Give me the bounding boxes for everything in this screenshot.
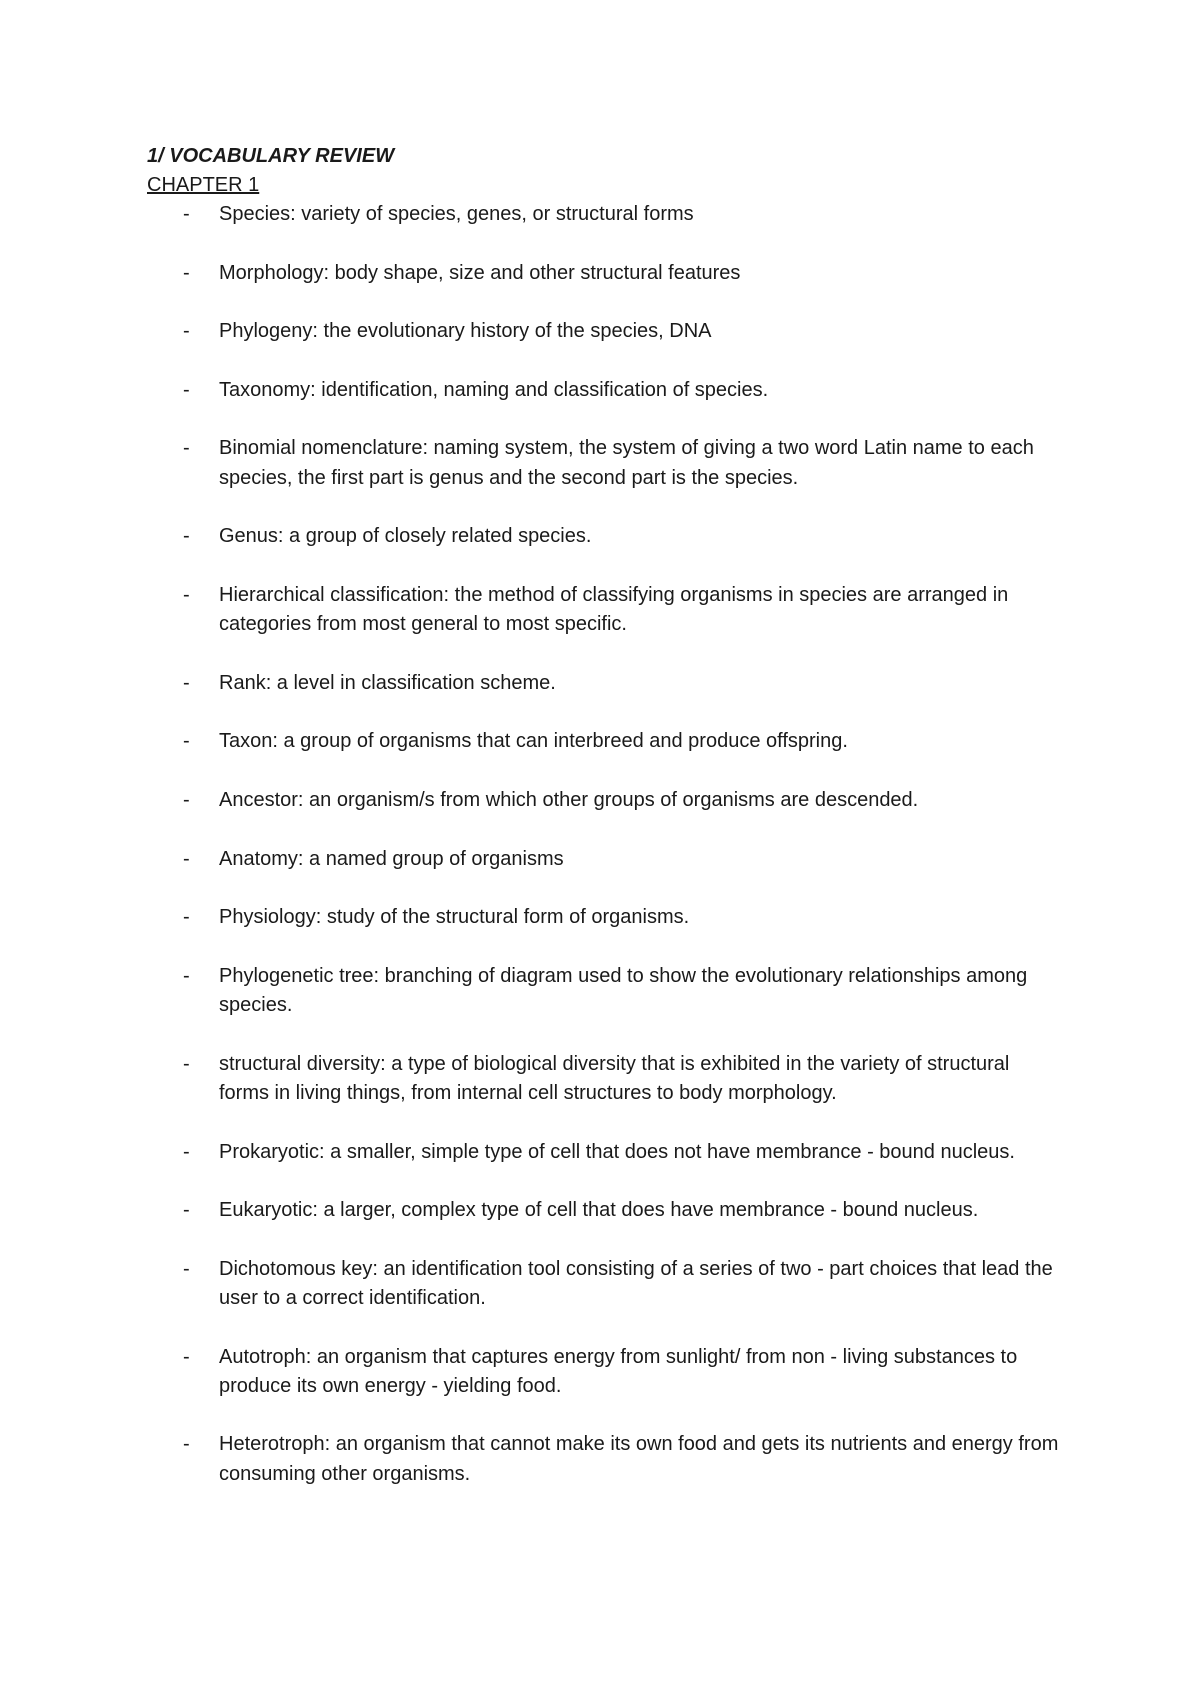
list-item	[147, 259, 1067, 288]
vocabulary-list	[147, 200, 1067, 1489]
list-item	[147, 727, 1067, 756]
definition-text: Phylogenetic tree: branching of diagram used to show the evolutionary relationships among species.	[219, 964, 1028, 1017]
list-item	[147, 434, 1067, 493]
document-content	[147, 142, 1067, 1518]
bullet-dash: -	[183, 964, 190, 987]
definition-text: Anatomy: a named group of organisms	[219, 847, 564, 870]
bullet-dash: -	[183, 437, 190, 460]
definition-text: structural diversity: a type of biological diversity that is exhibited in the variety of structural forms in living things, from internal cell structures to body morphology.	[219, 1052, 1010, 1104]
bullet-dash: -	[183, 583, 190, 606]
definition-text: Physiology: study of the structural form of organisms.	[219, 906, 690, 929]
list-item	[147, 1138, 1067, 1167]
bullet-dash: -	[183, 1140, 190, 1163]
document-title: 1/ VOCABULARY REVIEW	[147, 145, 395, 167]
definition-text: Prokaryotic: a smaller, simple type of cell that does not have membrance - bound nucleus.	[219, 1140, 1015, 1163]
list-item	[147, 200, 1067, 229]
bullet-dash: -	[183, 730, 190, 753]
list-item	[147, 1343, 1067, 1402]
bullet-dash: -	[183, 1199, 190, 1222]
definition-text: Taxonomy: identification, naming and classification of species.	[219, 378, 769, 401]
list-item	[147, 1430, 1067, 1489]
list-item	[147, 376, 1067, 405]
bullet-dash: -	[183, 1345, 190, 1368]
list-item	[147, 669, 1067, 698]
bullet-dash: -	[183, 847, 190, 870]
definition-text: Genus: a group of closely related species.	[219, 525, 592, 548]
list-item	[147, 581, 1067, 640]
definition-text: Heterotroph: an organism that cannot make its own food and gets its nutrients and energy from consuming other organisms.	[219, 1433, 1059, 1485]
list-item	[147, 317, 1067, 346]
bullet-dash: -	[183, 1052, 190, 1075]
bullet-dash: -	[183, 320, 190, 343]
list-item	[147, 522, 1067, 551]
bullet-dash: -	[183, 671, 190, 694]
list-item	[147, 903, 1067, 932]
definition-text: Morphology: body shape, size and other structural features	[219, 261, 741, 284]
definition-text: Phylogeny: the evolutionary history of the species, DNA	[219, 320, 712, 343]
list-item	[147, 786, 1067, 815]
bullet-dash: -	[183, 525, 190, 548]
list-item	[147, 1255, 1067, 1314]
chapter-heading: CHAPTER 1	[147, 174, 260, 196]
list-item	[147, 1196, 1067, 1225]
definition-text: Dichotomous key: an identification tool consisting of a series of two - part choices that lead the user to a correct identification.	[219, 1257, 1053, 1309]
definition-text: Autotroph: an organism that captures energy from sunlight/ from non - living substances to produce its own energy - yielding food.	[219, 1345, 1018, 1397]
bullet-dash: -	[183, 788, 190, 811]
bullet-dash: -	[183, 261, 190, 284]
definition-text: Eukaryotic: a larger, complex type of cell that does have membrance - bound nucleus.	[219, 1199, 979, 1222]
list-item	[147, 1050, 1067, 1109]
definition-text: Species: variety of species, genes, or structural forms	[219, 203, 694, 225]
definition-text: Hierarchical classification: the method of classifying organisms in species are arranged in categories from most general to most specific.	[219, 583, 1009, 636]
bullet-dash: -	[183, 1257, 190, 1280]
list-item	[147, 845, 1067, 874]
bullet-dash: -	[183, 906, 190, 929]
definition-text: Rank: a level in classification scheme.	[219, 671, 556, 694]
bullet-dash: -	[183, 203, 190, 225]
definition-text: Binomial nomenclature: naming system, the system of giving a two word Latin name to each species, the first part is genus and the second part is the species.	[219, 437, 1034, 489]
list-item	[147, 962, 1067, 1021]
definition-text: Ancestor: an organism/s from which other groups of organisms are descended.	[219, 788, 919, 811]
bullet-dash: -	[183, 1433, 190, 1456]
bullet-dash: -	[183, 378, 190, 401]
definition-text: Taxon: a group of organisms that can interbreed and produce offspring.	[219, 730, 848, 753]
